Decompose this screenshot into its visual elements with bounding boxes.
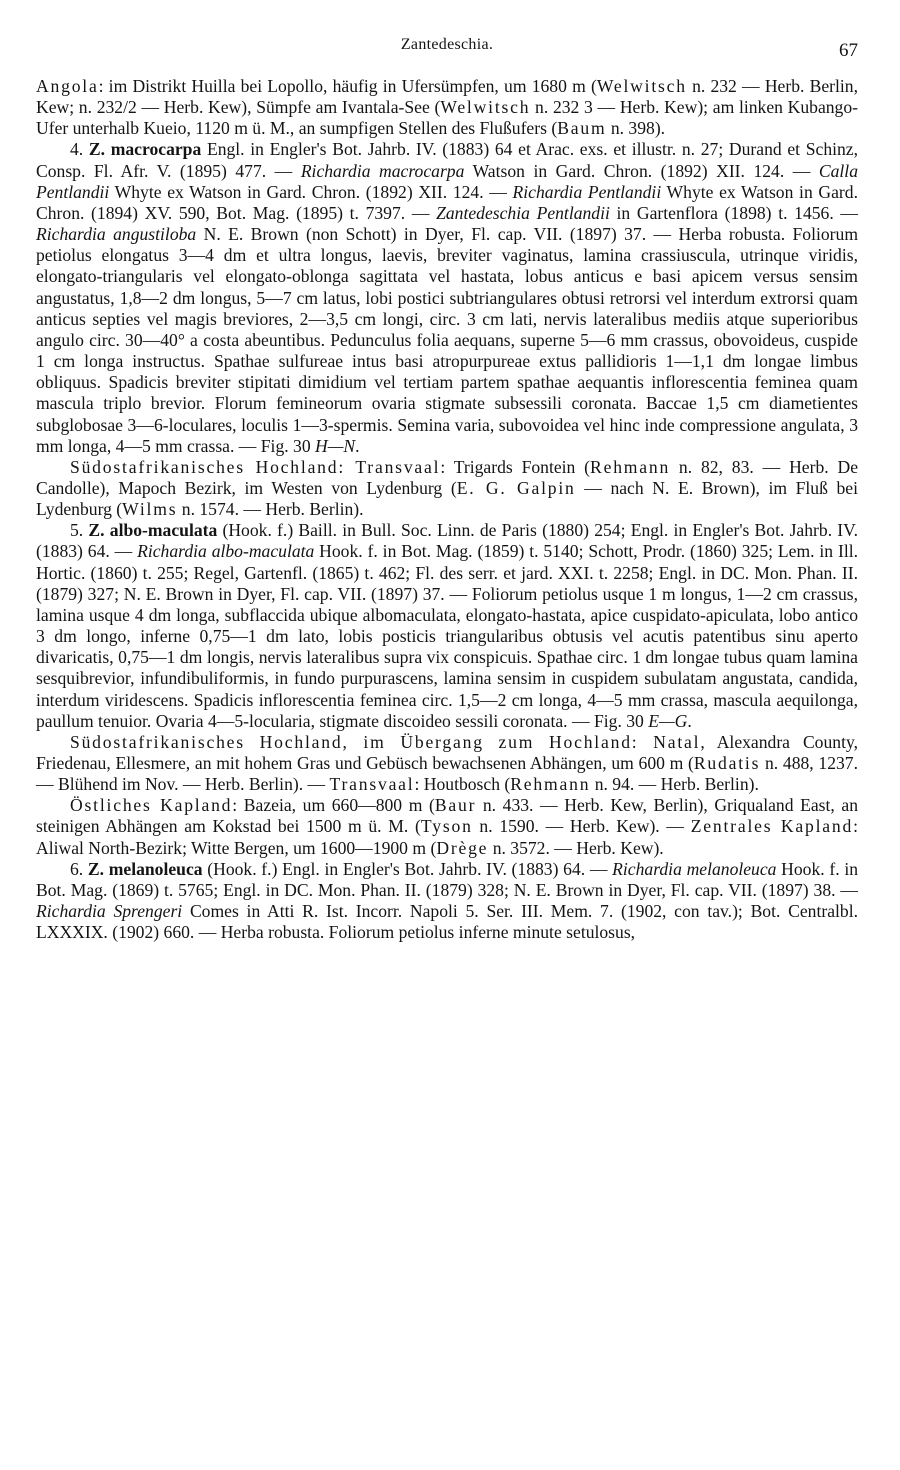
spaced-name: Östliches Kapland — [70, 795, 233, 816]
text-run: n. 433. — Herb. Kew, Berlin), Griqualand East, an steinigen Abhängen am Kokstad bei 1500 m ü. M. ( — [36, 795, 858, 837]
text-run: : Bazeia, um 660—800 m ( — [232, 795, 435, 816]
paragraph — [36, 76, 858, 139]
spaced-name: Südostafrikanisches Hochland, im Übergang zum Hochland: Natal — [70, 731, 701, 752]
text-run: Hook. f. in Bot. Mag. (1859) t. 5140; Schott, Prodr. (1860) 325; Lem. in Ill. Hortic. (1860) t. 255; Regel, Gartenfl. (1865) t. 462; Fl. des serr. et jard. XXI. t. 2258; Engl. in DC. Mon. Phan. II. (1879) 327; N. E. Brown in Dyer, Fl. cap. VII. (1897) 37. — Foliorum petiolus usque 1 m longus, 1—2 cm crassus, lamina usque 4 dm longa, subflaccida ubique albomaculata, elongato-hastata, apice cuspidato-apiculata, lobo antico 3 dm longo, inferne 0,75—1 dm lato, lobis posticis triangularibus obtusis vel acutis patentibus sinu aperto divaricatis, 0,75—1 dm longis, nervis lateralibus supra vix conspicuis. Spathae circ. 1 dm longae tubus quam lamina sesquibrevior, infundibuliformis, in fundo purpurascens, lamina sensim in cuspidem subulatam angustata, candida, interdum viridescens. Spadicis inflorescentia feminea circ. 1,5—2 cm longa, 4—5 mm crassa, mascula aequilonga, paullum tenuior. Ovaria 4—5-locularia, stigmate discoideo sessili coronata. — Fig. 30 — [36, 541, 858, 731]
spaced-name: Rehmann — [590, 456, 671, 477]
text-run: : im Distrikt Huilla bei Lopollo, häufig in Ufersümpfen, um 1680 m ( — [98, 76, 597, 96]
text-run: n. 398). — [606, 118, 666, 139]
text-run: n. 232 3 — Herb. Kew); am linken Kubango-Ufer unterhalb Kueio, 1120 m ü. M., an sumpfigen Stellen des Flußufers ( — [36, 97, 858, 139]
spaced-name: Welwitsch — [596, 76, 687, 96]
paragraph — [36, 457, 858, 520]
spaced-name: E. G. Galpin — [456, 477, 576, 498]
italic-citation: H—N — [315, 435, 356, 456]
italic-citation: Richardia albo-maculata — [137, 541, 315, 562]
spaced-name: Tyson — [420, 816, 473, 837]
italic-citation: Richardia angustiloba — [36, 224, 197, 245]
spaced-name: Drège — [436, 837, 489, 858]
body-text — [36, 76, 858, 943]
paragraph — [36, 859, 858, 944]
text-run: N. E. Brown (non Schott) in Dyer, Fl. cap. VII. (1897) 37. — Herba robusta. Foliorum petiolus elongatus 3—4 dm et ultra longus, laevis, breviter vaginatus, lamina crassiuscula, utrinque viridis, elongato-triangularis vel elongato-oblonga sagittata vel hastata, lobus anticus e basi apicem versus sensim angustatus, 1,8—2 dm longus, 5—7 cm latus, lobi postici subtriangulares obtusi retrorsi vel interdum extrorsi quam anticus septies vel magis breviores, 2—3,5 cm longi, circ. 3 cm lati, nervis lateralibus mediis atque superioribus angulo circ. 30—40° a costa abeuntibus. Pedunculus folia aequans, superne 5—6 mm crassus, obovoideus, cuspide 1 cm longa instructus. Spathae sulfureae intus basi atropurpureae extus pallidioris 1—1,1 dm longae limbus obliquus. Spadicis breviter stipitati dimidium vel tertiam partem spathae aequantis inflorescentia feminea quam mascula triplo brevior. Florum femineorum ovaria stigmate subsessili coronata. Baccae 1,5 cm diametientes subglobosae 3—6-loculares, loculis 1—3-spermis. Semina varia, subovoidea vel hinc inde compressione angulata, 3 mm longa, 4—5 mm crassa. — Fig. 30 — [36, 224, 859, 456]
spaced-name: Transvaal — [329, 774, 415, 795]
text-run: Whyte ex Watson in Gard. Chron. (1894) XV. 590, Bot. Mag. (1895) t. 7397. — — [36, 181, 858, 223]
text-run: n. 82, 83. — Herb. De Candolle), Mapoch Bezirk, im Westen von Lydenburg ( — [36, 456, 859, 498]
spaced-name: Wilms — [122, 499, 178, 520]
text-run: Comes in Atti R. Ist. Incorr. Napoli 5. Ser. III. Mem. 7. (1902, con tav.); Bot. Centralbl. LXXXIX. (1902) 660. — Herba robusta. Foliorum petiolus inferne minute setulosus, — [36, 901, 858, 943]
text-run: : Aliwal North-Bezirk; Witte Bergen, um 1600—1900 m ( — [36, 816, 858, 858]
text-run: Watson in Gard. Chron. (1892) XII. 124. — — [464, 160, 819, 181]
spaced-name: Welwitsch — [440, 97, 531, 118]
paragraph — [36, 795, 858, 858]
paragraph — [36, 139, 858, 456]
species-name: Z. macrocarpa — [88, 139, 202, 160]
text-run: n. 1590. — Herb. Kew). — — [472, 816, 691, 837]
italic-citation: Richardia Pentlandii — [512, 181, 662, 202]
spaced-name: Baur — [434, 795, 477, 816]
species-name: Z. albo-maculata — [88, 520, 218, 541]
text-run: . — [687, 710, 692, 731]
text-run: — nach N. E. Brown), im Fluß bei Lydenburg ( — [36, 477, 858, 520]
text-run: in Gartenflora (1898) t. 1456. — — [609, 202, 858, 223]
spaced-name: Südostafrikanisches Hochland: Transvaal — [70, 456, 441, 477]
text-run: Engl. in Engler's Bot. Jahrb. IV. (1883) 64 et Arac. exs. et illustr. n. 27; Durand et Schinz, Consp. Fl. Afr. V. (1895) 477. — — [36, 139, 859, 181]
text-run: n. 232 — Herb. Berlin, Kew; n. 232/2 — Herb. Kew), Sümpfe am Ivantala-See ( — [36, 76, 858, 118]
text-run: n. 94. — Herb. Berlin). — [590, 774, 759, 795]
paragraph — [36, 732, 858, 795]
italic-citation: Zantedeschia Pentlandii — [436, 202, 610, 223]
page-number: 67 — [839, 40, 858, 61]
page-header — [36, 30, 858, 60]
text-run: (Hook. f.) Engl. in Engler's Bot. Jahrb. IV. (1883) 64. — — [202, 858, 613, 879]
text-run: : Trigards Fontein ( — [440, 456, 591, 477]
text-run: 6. — [70, 858, 88, 879]
italic-citation: E—G — [648, 710, 688, 731]
spaced-name: Baum — [557, 118, 607, 139]
text-run: n. 1574. — Herb. Berlin). — [177, 499, 364, 520]
italic-citation: Richardia melanoleuca — [612, 858, 777, 879]
text-run: Whyte ex Watson in Gard. Chron. (1892) XII. 124. — — [109, 181, 513, 202]
spaced-name: Rehmann — [510, 774, 591, 795]
italic-citation: Richardia Sprengeri — [36, 901, 183, 922]
text-run: : Houtbosch ( — [414, 774, 511, 795]
text-run: , Alexandra County, Friedenau, Ellesmere, an mit hohem Gras und Gebüsch bewachsenen Abhängen, um 600 m ( — [36, 731, 859, 773]
spaced-name: Angola — [36, 76, 99, 96]
text-run: Hook. f. in Bot. Mag. (1869) t. 5765; Engl. in DC. Mon. Phan. II. (1879) 328; N. E. Brown in Dyer, Fl. cap. VII. (1897) 38. — — [36, 858, 858, 900]
spaced-name: Zentrales Kapland — [690, 816, 854, 837]
species-name: Z. melanoleuca — [87, 858, 203, 879]
text-run: (Hook. f.) Baill. in Bull. Soc. Linn. de Paris (1880) 254; Engl. in Engler's Bot. Jahrb. IV. (1883) 64. — — [36, 520, 859, 562]
italic-citation: Calla Pentlandii — [36, 160, 858, 202]
paragraph — [36, 520, 858, 732]
text-run: . — [355, 435, 360, 456]
spaced-name: Rudatis — [693, 753, 761, 773]
text-run: n. 488, 1237. — Blühend im Nov. — Herb. Berlin). — — [36, 753, 858, 795]
text-run: n. 3572. — Herb. Kew). — [488, 837, 664, 858]
running-title: Zantedeschia. — [400, 36, 494, 53]
text-run: 5. — [70, 520, 89, 541]
text-run: 4. — [70, 139, 89, 160]
italic-citation: Richardia macrocarpa — [300, 160, 465, 181]
